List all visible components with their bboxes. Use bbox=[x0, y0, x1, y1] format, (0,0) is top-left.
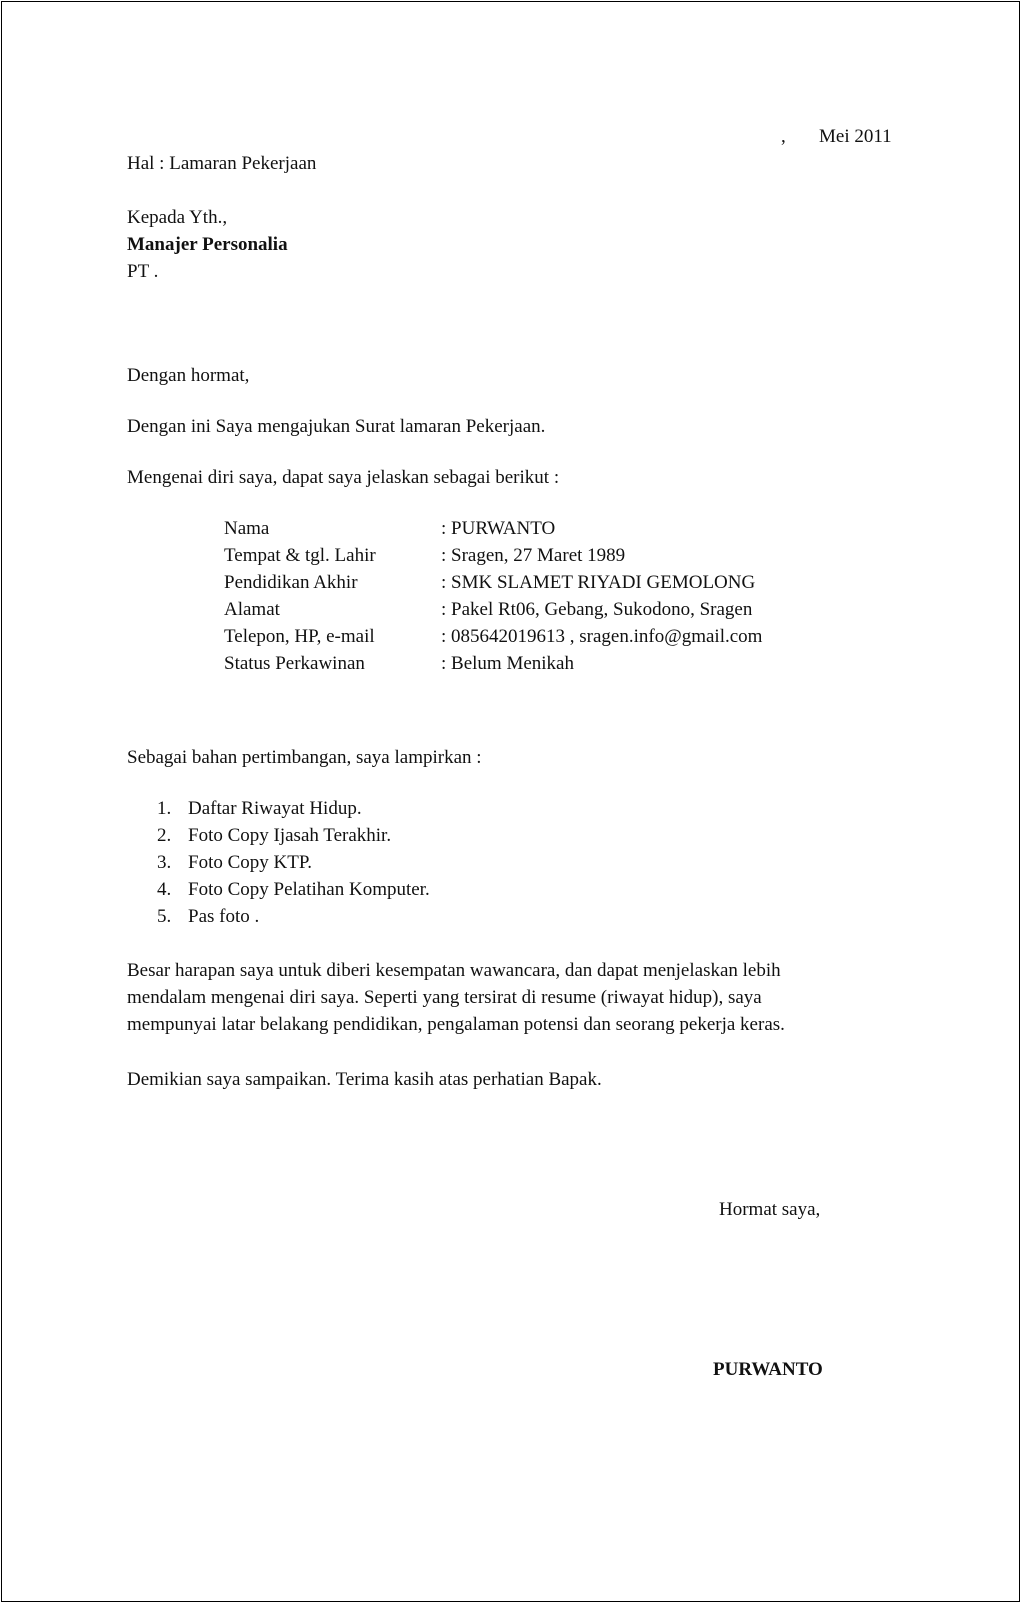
list-item: Pas foto . bbox=[188, 906, 260, 927]
attachments-intro: Sebagai bahan pertimbangan, saya lampirkan : bbox=[127, 747, 482, 768]
date-comma: , bbox=[781, 126, 786, 147]
list-item: Daftar Riwayat Hidup. bbox=[188, 798, 362, 819]
detail-label-address: Alamat bbox=[224, 599, 280, 620]
detail-value-contact: : 085642019613 , sragen.info@gmail.com bbox=[441, 626, 763, 647]
salutation: Dengan hormat, bbox=[127, 365, 250, 386]
list-item-number: 5. bbox=[157, 906, 172, 927]
list-item: Foto Copy Ijasah Terakhir. bbox=[188, 825, 392, 846]
detail-label-contact: Telepon, HP, e-mail bbox=[224, 626, 375, 647]
recipient-title: Manajer Personalia bbox=[127, 234, 288, 255]
list-item-number: 2. bbox=[157, 825, 172, 846]
closing-paragraph-line: mempunyai latar belakang pendidikan, pengalaman potensi dan seorang pekerja keras. bbox=[127, 1014, 785, 1035]
closing-paragraph-line: mendalam mengenai diri saya. Seperti yang tersirat di resume (riwayat hidup), saya bbox=[127, 987, 762, 1008]
detail-label-name: Nama bbox=[224, 518, 270, 539]
detail-label-education: Pendidikan Akhir bbox=[224, 572, 358, 593]
detail-label-marital: Status Perkawinan bbox=[224, 653, 365, 674]
list-item-number: 1. bbox=[157, 798, 172, 819]
detail-value-birth: : Sragen, 27 Maret 1989 bbox=[441, 545, 626, 566]
detail-value-education: : SMK SLAMET RIYADI GEMOLONG bbox=[441, 572, 756, 593]
signature-name: PURWANTO bbox=[713, 1359, 823, 1380]
detail-label-birth: Tempat & tgl. Lahir bbox=[224, 545, 376, 566]
list-item-number: 3. bbox=[157, 852, 172, 873]
closing-paragraph-line: Besar harapan saya untuk diberi kesempatan wawancara, dan dapat menjelaskan lebih bbox=[127, 960, 781, 981]
intro-sentence: Dengan ini Saya mengajukan Surat lamaran Pekerjaan. bbox=[127, 416, 546, 437]
list-item-number: 4. bbox=[157, 879, 172, 900]
letter-subject: Hal : Lamaran Pekerjaan bbox=[127, 153, 317, 174]
about-sentence: Mengenai diri saya, dapat saya jelaskan sebagai berikut : bbox=[127, 467, 560, 488]
recipient-greeting: Kepada Yth., bbox=[127, 207, 228, 228]
thanks-sentence: Demikian saya sampaikan. Terima kasih atas perhatian Bapak. bbox=[127, 1069, 602, 1090]
regards: Hormat saya, bbox=[719, 1199, 821, 1220]
list-item: Foto Copy Pelatihan Komputer. bbox=[188, 879, 430, 900]
letter-date: Mei 2011 bbox=[819, 126, 892, 147]
letter-page bbox=[1, 1, 1020, 1602]
detail-value-marital: : Belum Menikah bbox=[441, 653, 574, 674]
closing-paragraph bbox=[127, 957, 867, 1038]
list-item: Foto Copy KTP. bbox=[188, 852, 313, 873]
recipient-company: PT . bbox=[127, 261, 159, 282]
detail-value-address: : Pakel Rt06, Gebang, Sukodono, Sragen bbox=[441, 599, 753, 620]
detail-value-name: : PURWANTO bbox=[441, 518, 556, 539]
